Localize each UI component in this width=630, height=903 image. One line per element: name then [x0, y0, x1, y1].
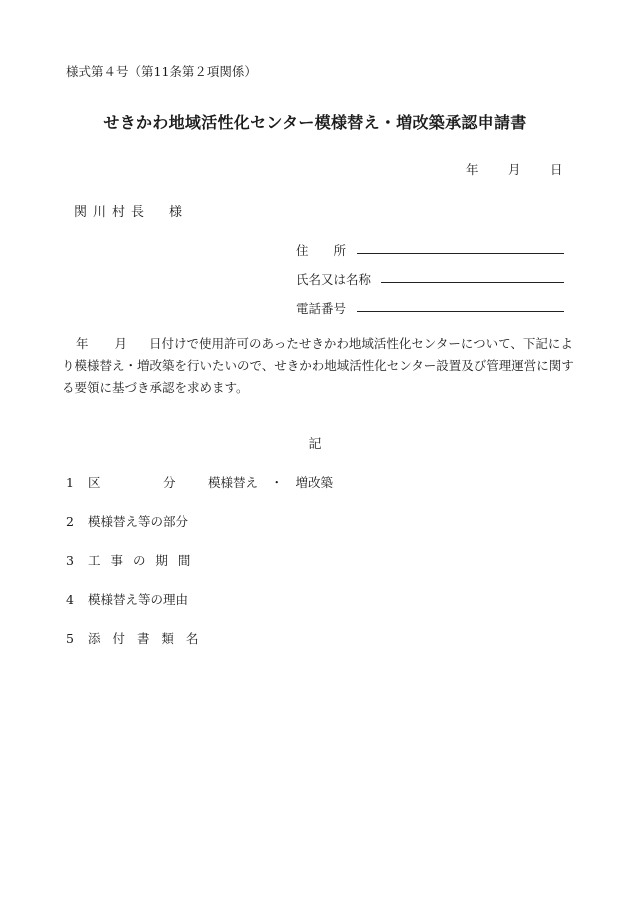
item-number: 5	[66, 631, 74, 646]
body-year-label: 年	[76, 336, 89, 351]
address-field[interactable]	[357, 253, 564, 254]
item-row-3	[66, 551, 193, 569]
item-row-5	[66, 629, 202, 647]
item-row-2	[66, 512, 188, 530]
item-row-4	[66, 590, 188, 608]
item-label: 模様替え等の理由	[88, 592, 189, 607]
body-text: 日付けで使用許可のあったせきかわ地域活性化センターについて、下記により模様替え・増改築を行いたいので、せきかわ地域活性化センター設置及び管理運営に関する要領に基づき承認を求めます。	[62, 336, 574, 395]
kigo-heading: 記	[308, 437, 322, 452]
item-label: 工 事 の 期 間	[88, 553, 194, 568]
date-line	[466, 160, 562, 178]
body-month-label: 月	[114, 336, 128, 351]
date-day-label: 日	[549, 162, 563, 177]
item-number: 4	[66, 592, 74, 607]
item-number: 3	[66, 553, 74, 568]
phone-field[interactable]	[357, 311, 564, 312]
name-label: 氏名又は名称	[296, 272, 372, 287]
name-field[interactable]	[381, 282, 564, 283]
request-paragraph	[62, 333, 582, 399]
item-value: 模様替え ・ 増改築	[208, 475, 334, 490]
item-label: 添 付 書 類 名	[88, 631, 203, 646]
date-year-label: 年	[466, 162, 479, 177]
addressee: 関川村長 様	[74, 205, 189, 220]
item-label: 模様替え等の部分	[88, 514, 189, 529]
date-month-label: 月	[507, 162, 521, 177]
item-number: 2	[66, 514, 74, 529]
item-label: 区 分	[88, 475, 176, 490]
form-number: 様式第４号（第11条第２項関係）	[66, 64, 257, 79]
address-label: 住 所	[296, 243, 347, 258]
item-row-1	[66, 473, 333, 491]
item-number: 1	[66, 475, 74, 490]
document-title: せきかわ地域活性化センター模様替え・増改築承認申請書	[103, 113, 527, 132]
phone-label: 電話番号	[296, 301, 347, 316]
